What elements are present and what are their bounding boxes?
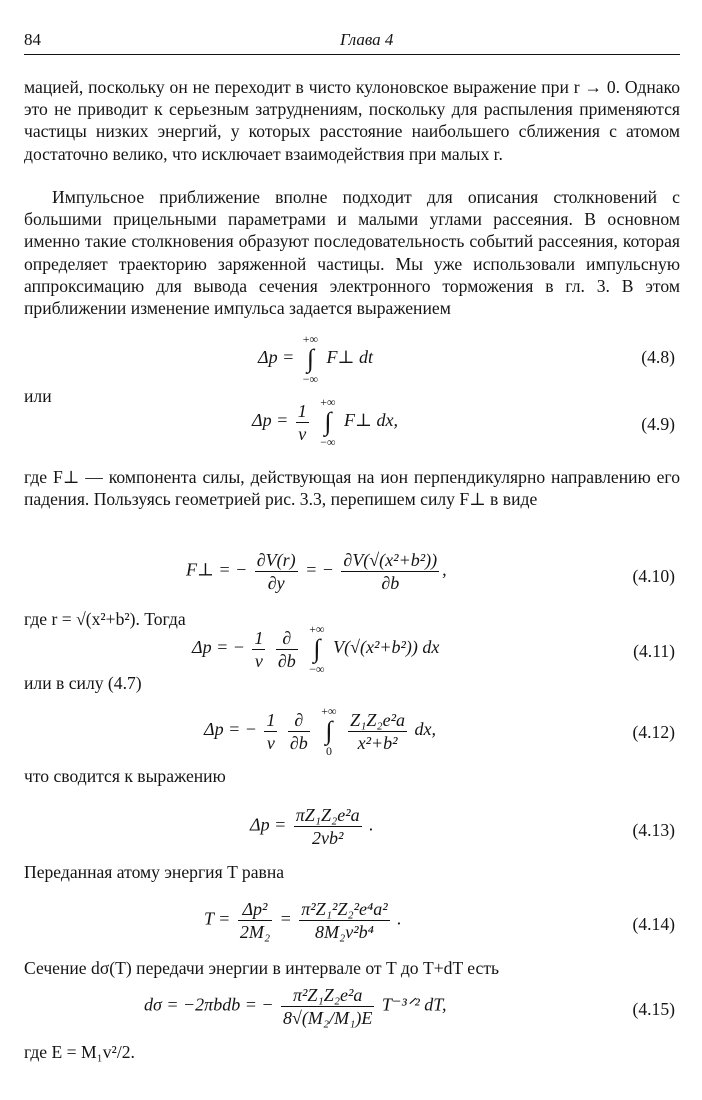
equation-4-12: Δp = − $\frac{1}{v}$ $\frac{\partial}{\partial b}$ +∞ ∫ 0 $\frac{\text{Z₁Z₂e²a}}{\text{x²+b²}}$ dx, [204, 704, 437, 758]
integral-sign: +∞ ∫ 0 [321, 704, 337, 758]
eq-lhs: F⊥ = [186, 559, 231, 580]
frac-num: π²Z₁Z₂e²a [293, 985, 363, 1005]
paragraph-2: Импульсное приближение вполне подходит для описания столкновений с большими прицельными параметрами и малыми углами рассеяния. В основном именно такие столкновения образуют последовательность событий рассеяния, которая определяет траекторию заряженной частицы. Мы уже использовали импульсную аппроксимацию для вывода сечения электронного торможения в гл. 3. В этом приближении изменение импульса задается выражением [24, 187, 680, 319]
energy-line: Переданная атому энергия T равна [24, 862, 285, 882]
word-or: или [24, 386, 52, 406]
int-lower: −∞ [302, 372, 319, 386]
fraction [238, 898, 272, 943]
integral-sign: +∞ ∫ −∞ [302, 332, 319, 386]
int-upper: +∞ [309, 622, 325, 636]
frac-den: v [296, 422, 309, 445]
eq-lhs: Δp = [192, 637, 229, 658]
frac-den: ∂y [255, 571, 298, 594]
frac-den: ∂b [341, 571, 439, 594]
equation-4-15: dσ = −2πbdb = − $\frac{\text{π²Z₁Z₂e²a}}{\text{8√(M₂/M₁)E}}$ T⁻³ᐟ² dT, [144, 985, 447, 1028]
equation-number: (4.8) [641, 347, 675, 367]
frac-den: ∂b [289, 732, 308, 753]
equation-4-8 [258, 332, 678, 386]
frac-den: x²+b² [348, 731, 407, 754]
int-upper: +∞ [302, 332, 319, 346]
frac-num: Δp² [242, 899, 268, 919]
fraction [288, 709, 310, 754]
cross-section-line: Сечение dσ(T) передачи энергии в интервале от T до T+dT есть [24, 958, 500, 978]
frac-num: π²Z₁²Z₂²e⁴a² [301, 899, 388, 919]
frac-den: 2M₂ [239, 922, 271, 942]
integral-sign: +∞ ∫ −∞ [309, 622, 325, 676]
eq-lhs: Δp = [250, 814, 287, 835]
int-upper: +∞ [321, 704, 337, 718]
equation-number: (4.14) [632, 914, 675, 934]
fraction [294, 804, 362, 849]
frac-num: ∂ [282, 627, 292, 648]
int-upper: +∞ [320, 395, 336, 409]
fraction [296, 400, 309, 445]
frac-den: 8√(M₂/M₁)E [283, 1008, 373, 1028]
frac-den: 8M₂v²b⁴ [299, 920, 389, 943]
frac-den: 2vb² [294, 826, 362, 849]
frac-den: ∂b [277, 650, 296, 671]
equation-number: (4.12) [632, 722, 675, 742]
eq-tail: . [397, 908, 402, 929]
equation-4-11: Δp = − $\frac{1}{v}$ $\frac{\partial}{\partial b}$ +∞ ∫ −∞ V(√(x²+b²)) dx [192, 622, 440, 676]
reduces-line: что сводится к выражению [24, 766, 226, 786]
fraction [255, 549, 298, 594]
chapter-title: Глава 4 [340, 30, 394, 49]
frac-num: ∂V(r) [256, 550, 296, 570]
integral-sign: +∞ ∫ −∞ [320, 395, 336, 449]
frac-num: Z₁Z₂e²a [350, 709, 406, 730]
eq-lhs: Δp = [204, 719, 241, 740]
int-lower: 0 [325, 744, 332, 758]
equation-4-10: F⊥ = − $\frac{\partial V(r)}{\partial y}$ = − $\frac{\text{∂V(√(x²+b²))}}{\partial b}$ , [186, 550, 447, 593]
eq-tail: T⁻³ᐟ² dT, [381, 994, 447, 1015]
integrand: F⊥ dt [326, 347, 373, 368]
integrand: V(√(x²+b²)) dx [333, 637, 440, 658]
equation-number: (4.15) [632, 999, 675, 1019]
equation-number: (4.9) [641, 414, 675, 434]
equation-4-14: T = $\frac{\text{Δp²}}{\text{2M₂}}$ = $\frac{\text{π²Z₁²Z₂²e⁴a²}}{\text{8M₂v²b⁴}}$ . [204, 899, 402, 942]
frac-den: v [252, 649, 265, 672]
fraction [299, 898, 389, 943]
frac-den: v [264, 731, 277, 754]
integrand: F⊥ dx, [344, 410, 398, 431]
paragraph-3: где F⊥ — компонента силы, действующая на ион перпендикулярно направлению его падения. Пользуясь геометрией рис. 3.3, перепишем силу F⊥ в виде [24, 467, 680, 510]
equation-number: (4.10) [632, 566, 675, 586]
eq-lhs: T = [204, 908, 231, 929]
where-E-line: где E = M₁v²/2. [24, 1042, 135, 1062]
eq-tail: dx, [414, 719, 437, 740]
by-4-7-line: или в силу (4.7) [24, 673, 142, 693]
equation-number: (4.11) [633, 641, 675, 661]
frac-num: 1 [266, 709, 276, 730]
where-r-line: где r = √(x²+b²). Тогда [24, 609, 186, 629]
int-lower: −∞ [320, 435, 336, 449]
frac-num: 1 [254, 627, 264, 648]
fraction [252, 627, 265, 672]
frac-num: πZ₁Z₂e²a [295, 805, 360, 825]
frac-num: 1 [297, 400, 307, 421]
paragraph-1: мацией, поскольку он не переходит в чисто кулоновское выражение при r → 0. Однако это не приводит к серьезным затруднениям, поскольку для распыления применяются частицы низких энергий, у которых расстояние наибольшего сближения с атомом достаточно велико, что исключает взаимодействия при малых r. [24, 77, 680, 164]
int-lower: −∞ [309, 662, 325, 676]
fraction [281, 984, 374, 1029]
fraction [348, 709, 407, 754]
page-number: 84 [24, 30, 41, 49]
eq-tail: . [369, 814, 374, 835]
fraction [276, 627, 298, 672]
frac-num: ∂ [294, 709, 304, 730]
page-header [24, 28, 680, 55]
eq-lhs: Δp = [258, 347, 295, 368]
frac-num: ∂V(√(x²+b²)) [343, 550, 438, 570]
eq-lhs: dσ = −2πbdb = [144, 994, 257, 1015]
equation-number: (4.13) [632, 820, 675, 840]
equation-4-13 [250, 804, 670, 849]
equation-4-9 [252, 395, 672, 449]
fraction [341, 549, 439, 594]
eq-lhs: Δp = [252, 410, 289, 431]
fraction [264, 709, 277, 754]
